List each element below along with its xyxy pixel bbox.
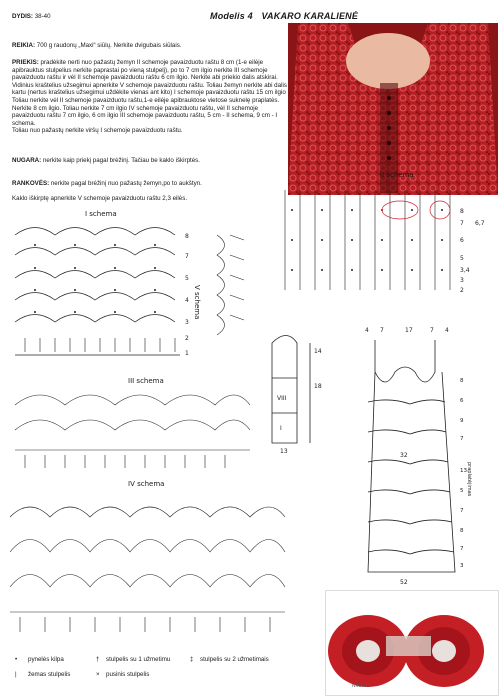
widening-label: praplatėjimas (466, 462, 472, 497)
schema-5-label: V schema (193, 285, 201, 320)
chain-icon: • (15, 656, 18, 663)
schema-5-chart (212, 230, 252, 340)
legend-sc: žemas stulpelis (28, 671, 71, 678)
materials-value: 700 g raudonų „Maxi“ siūlų. Nerkite dvigubais siūlais. (35, 42, 182, 49)
side-number-6: 5 (460, 488, 464, 494)
side-number-1: 8 (460, 378, 464, 384)
svg-text:7: 7 (460, 220, 464, 227)
brand-logo: Midara (352, 683, 371, 689)
side-number-8: 8 (460, 528, 464, 534)
front-text: pradėkite nerti nuo pažastų žemyn II schemoje pavaizduotu raštu 8 cm (1-e eilėje apibrauktus stulpelius nerkite paprastai po vieną stulpelį), po to 7 cm ilgio nerkite III schemoje pavaizduotu raštu ir vėl II schemoje pavaizduotu raštu 6 cm ilgio. Nerkite abi priekio dalis atskirai. Vidinius kraštelius užsegimui apnerkite V schemoje pavaizduotu raštu. Toliau žemyn nerkite abi dalis kartu (nertus kraštelius užsegimui uždėkite vienas ant kito) I schemoje pavaizduotu raštu 15 cm ilgio Toliau nerkite vėl II schemoje pavaizduotu raštu,1-e eilėje apibrauktose vietose suknelę praplatės. Nerkite 8 cm ilgio. Toliau nerkite 7 cm ilgio IV schemoje pavaizduotu raštu, vėl II schemoje pavaizduotu raštu 7 cm ilgio, 6 cm ilgio III schemoje pavaizduotu raštu, 5 cm - II schema, 9 cm - I schema. (12, 59, 287, 127)
front-label: PRIEKIS: (12, 59, 39, 66)
svg-text:8: 8 (460, 208, 464, 215)
svg-text:2: 2 (185, 335, 189, 342)
legend-tr: stulpelis su 2 užmetimais (200, 656, 269, 663)
sleeve-number-3: 13 (280, 448, 288, 455)
tr-icon: ‡ (190, 656, 194, 663)
size-label: DYDIS: (12, 13, 33, 20)
schema-1-label: I schema (85, 210, 117, 218)
stitch-legend (0, 640, 320, 690)
model-number: Modelis 4 (210, 11, 253, 21)
svg-text:3: 3 (185, 319, 189, 326)
sleeves-paragraph (12, 180, 288, 188)
front-paragraph (12, 59, 288, 135)
back-label: NUGARA: (12, 157, 42, 164)
side-number-7: 7 (460, 508, 464, 514)
legend-slst: pusinis stulpelis (106, 671, 150, 678)
top-number-5: 4 (445, 327, 449, 334)
side-number-10: 3 (460, 563, 464, 569)
materials-label: REIKIA: (12, 42, 36, 49)
size-line (12, 13, 272, 21)
svg-text:6: 6 (460, 237, 464, 244)
dress-diagram (340, 322, 500, 587)
svg-text:2: 2 (460, 287, 464, 294)
front-text-2: Toliau nuo pažastų nerkite viršų I schemoje pavaizduotu raštu. (12, 127, 183, 135)
svg-text:5: 5 (460, 255, 464, 262)
sleeve-number-2: 18 (314, 383, 322, 390)
svg-text:8: 8 (185, 233, 189, 240)
sc-icon: | (15, 671, 17, 678)
sleeves-label: RANKOVĖS: (12, 180, 50, 187)
legend-chain: pynelės kilpa (28, 656, 64, 663)
side-number-9: 7 (460, 546, 464, 552)
dress-hem-label: 52 (400, 579, 408, 586)
side-number-3: 9 (460, 418, 464, 424)
schema-2-chart (280, 180, 490, 300)
yarn-photo (325, 590, 499, 696)
schema-4-chart (5, 492, 290, 642)
legend-dc: stulpelis su 1 užmetimu (106, 656, 171, 663)
svg-text:3,4: 3,4 (460, 267, 470, 274)
slst-icon: × (96, 671, 100, 678)
top-number-4: 7 (430, 327, 434, 334)
neckline-text: Kaklo iškirptę apnerkite V schemoje pavaizduotu raštu 2,3 eilės. (12, 195, 188, 202)
top-number-1: 4 (365, 327, 369, 334)
svg-text:6,7: 6,7 (475, 220, 485, 227)
dc-icon: † (96, 656, 100, 663)
svg-text:3: 3 (460, 277, 464, 284)
back-paragraph (12, 157, 288, 165)
schema-3-label: III schema (128, 377, 164, 385)
sleeve-number-1: 14 (314, 348, 322, 355)
sleeve-pattern-1: VIII (277, 395, 287, 402)
schema-1-chart (10, 220, 195, 365)
side-number-5: 13 (460, 468, 467, 474)
sleeve-diagram (262, 328, 352, 458)
svg-text:7: 7 (185, 253, 189, 260)
schema-3-chart (10, 390, 260, 475)
back-text: nerkite kaip priekį pagal brėžinį. Tačiau be kaklo iškirptės. (41, 157, 200, 164)
model-name: VAKARO KARALIENĖ (261, 11, 359, 21)
svg-text:5: 5 (185, 275, 189, 282)
svg-text:1: 1 (185, 350, 189, 357)
sleeve-pattern-2: I (280, 425, 282, 432)
top-number-2: 7 (380, 327, 384, 334)
schema-2-label: II schema (380, 171, 414, 179)
materials-line (12, 42, 288, 50)
yarn-balls-illustration (326, 591, 498, 695)
dress-photo (288, 23, 498, 195)
schema-4-label: IV schema (128, 480, 165, 488)
dress-width-label: 32 (400, 452, 408, 459)
side-number-2: 6 (460, 398, 464, 404)
svg-text:4: 4 (185, 297, 189, 304)
side-number-4: 7 (460, 436, 464, 442)
size-value: 38-40 (32, 13, 51, 20)
top-number-3: 17 (405, 327, 413, 334)
dress-photo-illustration (288, 23, 498, 195)
neckline-paragraph (12, 195, 288, 203)
sleeves-text: nerkite pagal brėžinį nuo pažastų žemyn,po to aukštyn. (49, 180, 202, 187)
